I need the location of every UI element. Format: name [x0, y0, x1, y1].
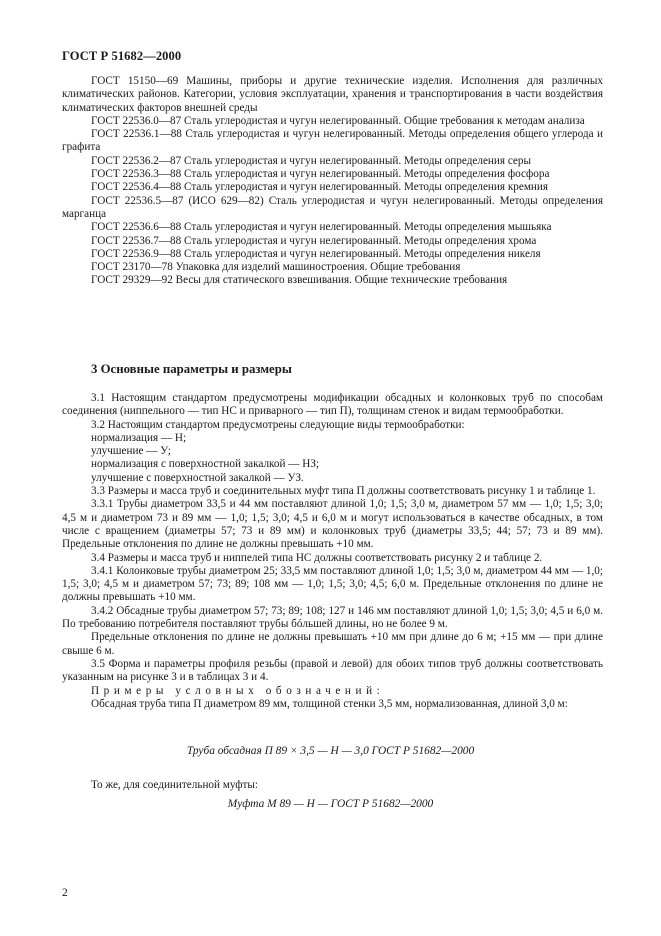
- reference-item: ГОСТ 22536.2—87 Сталь углеродистая и чугун нелегированный. Методы определения серы: [91, 154, 532, 167]
- paragraph-3-3: 3.3 Размеры и масса труб и соединительных муфт типа П должны соответствовать рисунку 1 и таблице 1.: [91, 485, 596, 498]
- heat-treatment-item: нормализация с поверхностной закалкой — НЗ;: [91, 458, 320, 471]
- example-2-block: [62, 779, 603, 792]
- examples-heading: [62, 685, 603, 698]
- reference-item: ГОСТ 22536.5—87 (ИСО 629—82) Сталь углеродистая и чугун нелегированный. Методы определения марганца: [62, 194, 603, 220]
- example-2-designation: Муфта М 89 — Н — ГОСТ Р 51682—2000: [227, 798, 434, 810]
- reference-item: ГОСТ 22536.7—88 Сталь углеродистая и чугун нелегированный. Методы определения хрома: [91, 234, 537, 247]
- section-body: [62, 392, 603, 711]
- paragraph-3-2: 3.2 Настоящим стандартом предусмотрены следующие виды термообработки:: [91, 418, 465, 431]
- example-1-designation: Труба обсадная П 89 × 3,5 — Н — 3,0 ГОСТ Р 51682—2000: [186, 745, 475, 757]
- heat-treatment-item: улучшение — У;: [91, 445, 171, 458]
- paragraph-length-deviation: Предельные отклонения по длине не должны превышать +10 мм при длине до 6 м; +15 мм — при длине свыше 6 м.: [62, 631, 603, 657]
- heat-treatment-item: нормализация — Н;: [91, 431, 187, 444]
- reference-item: ГОСТ 22536.9—88 Сталь углеродистая и чугун нелегированный. Методы определения никеля: [91, 247, 541, 260]
- reference-item: ГОСТ 29329—92 Весы для статического взвешивания. Общие технические требования: [91, 274, 508, 287]
- paragraph-3-1: 3.1 Настоящим стандартом предусмотрены модификации обсадных и колонковых труб по способам соединения (ниппельного — тип НС и приварного — тип П), толщинам стенок и видам термообработки.: [62, 392, 603, 418]
- paragraph-3-3-1: 3.3.1 Трубы диаметром 33,5 и 44 мм поставляют длиной 1,0; 1,5; 3,0 м, диаметром 57 мм — 1,0; 1,5; 3,0; 4,5 м и диаметром 73 и 89 мм — 1,0; 1,5; 3,0; 4,5 и 6,0 м и могут использоваться в качестве обсадных, в том числе с вращением (диаметры 57; 73 и 89 мм) и колонковых труб (диаметры 33,5; 44; 57; 73 и 89 мм). Предельные отклонения по длине не должны превышать +10 мм.: [62, 498, 603, 551]
- heat-treatment-item: улучшение с поверхностной закалкой — УЗ.: [91, 471, 304, 484]
- reference-item: ГОСТ 15150—69 Машины, приборы и другие технические изделия. Исполнения для различных климатических районов. Категории, условия эксплуатации, хранения и транспортирования в части воздействия климатических факторов внешней среды: [62, 75, 603, 114]
- reference-item: ГОСТ 22536.6—88 Сталь углеродистая и чугун нелегированный. Методы определения мышьяка: [91, 221, 552, 234]
- normative-references: [62, 75, 603, 288]
- reference-item: ГОСТ 22536.4—88 Сталь углеродистая и чугун нелегированный. Методы определения кремния: [91, 181, 549, 194]
- reference-item: ГОСТ 23170—78 Упаковка для изделий машиностроения. Общие требования: [91, 261, 461, 274]
- document-header: ГОСТ Р 51682—2000: [62, 49, 182, 63]
- example-1-description: Обсадная труба типа П диаметром 89 мм, толщиной стенки 3,5 мм, нормализованная, длиной 3,0 м:: [91, 697, 568, 710]
- section-title: 3 Основные параметры и размеры: [91, 362, 292, 376]
- examples-heading-text: Примеры условных обозначений:: [91, 684, 385, 697]
- reference-item: ГОСТ 22536.3—88 Сталь углеродистая и чугун нелегированный. Методы определения фосфора: [91, 168, 550, 181]
- paragraph-3-4-1: 3.4.1 Колонковые трубы диаметром 25; 33,5 мм поставляют длиной 1,0; 1,5; 3,0 м, диаметром 44 мм — 1,0; 1,5; 3,0; 4,5 м и диаметром 57; 73; 89; 108 мм — 1,0; 1,5; 3,0; 4,5; 6,0 м. Предельные отклонения по длине не должны превышать +10 мм.: [62, 564, 603, 604]
- reference-item: ГОСТ 22536.0—87 Сталь углеродистая и чугун нелегированный. Общие требования к методам анализа: [91, 114, 585, 127]
- paragraph-3-4-2: 3.4.2 Обсадные трубы диаметром 57; 73; 89; 108; 127 и 146 мм поставляют длиной 1,0; 1,5; 3,0; 4,5 и 6,0 м. По требованию потребителя поставляют трубы бóльшей длины, но не более 9 м.: [62, 604, 603, 631]
- paragraph-3-5: 3.5 Форма и параметры профиля резьбы (правой и левой) для обоих типов труб должны соответствовать указанным на рисунке 3 и в таблицах 3 и 4.: [62, 657, 603, 684]
- reference-item: ГОСТ 22536.1—88 Сталь углеродистая и чугун нелегированный. Методы определения общего углерода и графита: [62, 128, 603, 154]
- page-number: 2: [62, 887, 68, 899]
- example-2-description: То же, для соединительной муфты:: [91, 779, 258, 791]
- paragraph-3-4: 3.4 Размеры и масса труб и ниппелей типа НС должны соответствовать рисунку 2 и таблице 2.: [91, 551, 543, 564]
